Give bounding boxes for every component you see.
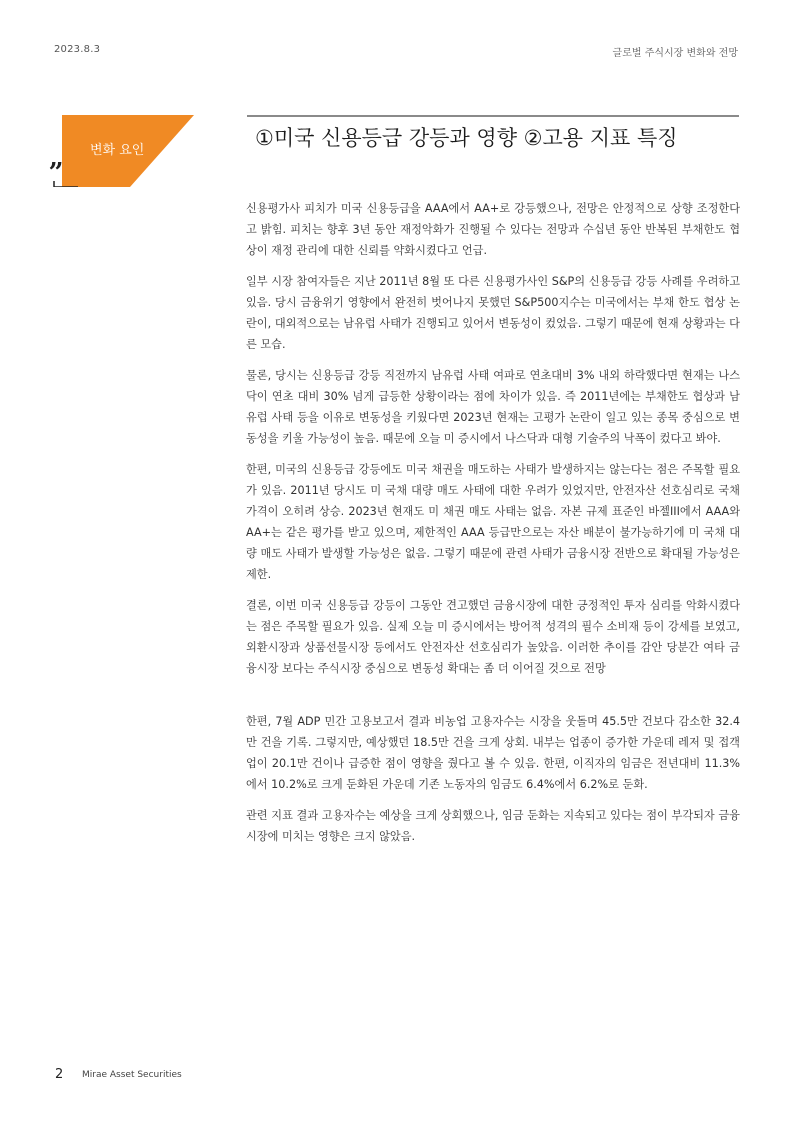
paragraph: 한편, 7월 ADP 민간 고용보고서 결과 비농업 고용자수는 시장을 웃돌며 45.5만 건보다 감소한 32.4만 건을 기록. 그렇지만, 예상했던 18.5만 건을 크게 상회. 내부는 업종이 증가한 가운데 레저 및 접객업이 20.1만 건이나 급증한 점이 영향을 줬다고 볼 수 있음. 한편, 이직자의 임금은 전년대비 11.3%에서 10.2%로 크게 둔화된 가운데 기존 노동자의 임금도 6.4%에서 6.2%로 둔화. xyxy=(246,715,740,791)
section-tag xyxy=(48,115,194,187)
company-name: Mirae Asset Securities xyxy=(82,1070,182,1080)
paragraph: 일부 시장 참여자들은 지난 2011년 8월 또 다른 신용평가사인 S&P의 신용등급 강등 사례를 우려하고 있음. 당시 금융위기 영향에서 완전히 벗어나지 못했던 S&P500지수는 미국에서는 부채 한도 협상 논란이, 대외적으로는 남유럽 사태가 진행되고 있어서 변동성이 컸었음. 그렇기 때문에 현재 상황과는 다른 모습. xyxy=(246,275,740,351)
body-text xyxy=(246,198,740,857)
paragraph: 관련 지표 결과 고용자수는 예상을 크게 상회했으나, 임금 둔화는 지속되고 있다는 점이 부각되자 금융시장에 미치는 영향은 크지 않았음. xyxy=(246,809,740,843)
title-divider xyxy=(247,115,739,117)
section-tag-label: 변화 요인 xyxy=(90,143,145,158)
paragraph: 신용평가사 피치가 미국 신용등급을 AAA에서 AA+로 강등했으나, 전망은 안정적으로 상향 조정한다고 밝힘. 피치는 향후 3년 동안 재정악화가 진행될 수 있다는 전망과 수십년 동안 반복된 부채한도 협상이 재정 관리에 대한 신뢰를 약화시켰다고 언급. xyxy=(246,202,740,257)
quote-mark-icon: „ xyxy=(49,143,64,173)
paragraph: 한편, 미국의 신용등급 강등에도 미국 채권을 매도하는 사태가 발생하지는 않는다는 점은 주목할 필요가 있음. 2011년 당시도 미 국채 대량 매도 사태에 대한 우려가 있었지만, 안전자산 선호심리로 국채 가격이 오히려 상승. 2023년 현재도 미 채권 매도 사태는 없음. 자본 규제 표준인 바젤III에서 AAA와 AA+는 같은 평가를 받고 있으며, 제한적인 AAA 등급만으로는 자산 배분이 불가능하기에 미 국채 대량 매도 사태가 발생할 가능성은 없음. 그렇기 때문에 관련 사태가 금융시장 전반으로 확대될 가능성은 제한. xyxy=(246,463,740,581)
page-title: ①미국 신용등급 강등과 영향 ②고용 지표 특징 xyxy=(255,126,678,150)
report-date: 2023.8.3 xyxy=(54,44,101,55)
page-number: 2 xyxy=(55,1067,64,1082)
paragraph: 결론, 이번 미국 신용등급 강등이 그동안 견고했던 금융시장에 대한 긍정적인 투자 심리를 악화시켰다는 점은 주목할 필요가 있음. 실제 오늘 미 증시에서는 방어적 성격의 필수 소비재 등이 강세를 보였고, 외환시장과 상품선물시장 등에서도 안전자산 선호심리가 높았음. 이러한 추이를 감안 당분간 여타 금융시장 보다는 주식시장 중심으로 변동성 확대는 좀 더 이어질 것으로 전망 xyxy=(246,599,740,675)
paragraph: 물론, 당시는 신용등급 강등 직전까지 남유럽 사태 여파로 연초대비 3% 내외 하락했다면 현재는 나스닥이 연초 대비 30% 넘게 급등한 상황이라는 점에 차이가 있음. 즉 2011년에는 부채한도 협상과 남유럽 사태 등을 이유로 변동성을 키웠다면 2023년 현재는 고평가 논란이 일고 있는 종목 중심으로 변동성을 키울 가능성이 높음. 때문에 오늘 미 증시에서 나스닥과 대형 기술주의 낙폭이 컸다고 봐야. xyxy=(246,369,740,445)
report-series-title: 글로벌 주식시장 변화와 전망 xyxy=(612,48,738,59)
